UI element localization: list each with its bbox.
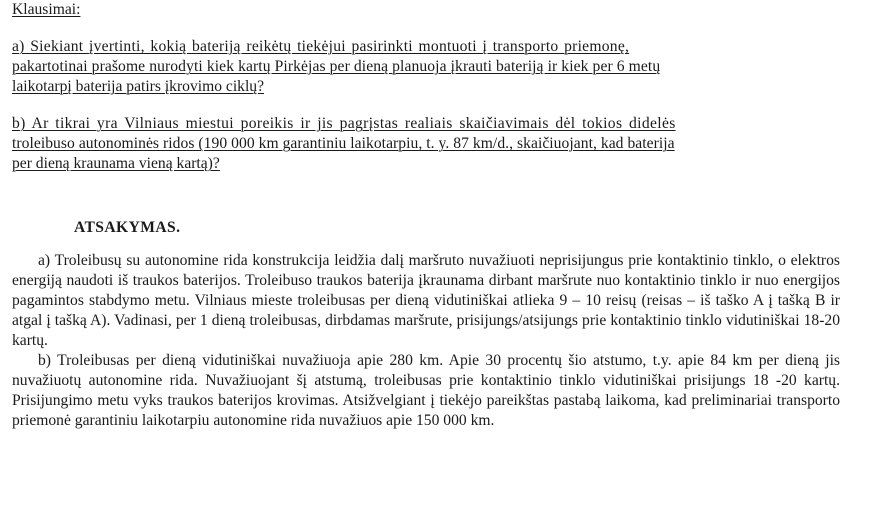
question-a-line-2: pakartotinai prašome nurodyti kiek kartų Pirkėjas per dieną planuoja įkrauti bateriją ir kiek per 6 metų [12, 58, 661, 75]
question-b-line-1: b) Ar tikrai yra Vilniaus miestui poreikis ir jis pagrįstas realiais skaičiavimais dėl tokios didelės [12, 115, 676, 132]
answer-a-paragraph: a) Troleibusų su autonomine rida konstrukcija leidžia dalį maršruto nuvažiuoti neprisijungus prie kontaktinio tinklo, o elektros energiją naudoti iš traukos baterijos. Troleibuso traukos baterija įkraunama dirbant maršrute nuo kontaktinio tinklo ir nuo energijos pagamintos stabdymo metu. Vilniaus mieste troleibusas per dieną vidutiniškai atlieka 9 – 10 reisų (reisas – iš taško A į tašką B ir atgal į tašką A). Vadinasi, per 1 dieną troleibusas, dirbdamas maršrute, prisijungs/atsijungs prie kontaktinio tinklo vidutiniškai 18-20 kartų. [12, 252, 840, 349]
questions-title-text: Klausimai: [12, 1, 81, 18]
answer-heading: ATSAKYMAS. [74, 219, 181, 236]
questions-title [12, 0, 840, 20]
question-a-line-1: a) Siekiant įvertinti, kokią bateriją reikėtų tiekėjui pasirinkti montuoti į transporto priemonę, [12, 38, 630, 55]
answer-b-paragraph: b) Troleibusas per dieną vidutiniškai nuvažiuoja apie 280 km. Apie 30 procentų šio atstumo, t.y. apie 84 km per dieną jis nuvažiuotų autonomine rida. Nuvažiuojant šį atstumą, troleibusas prie kontaktinio tinklo vidutiniškai prisijungs 18 -20 kartų. Prisijungimo metu vyks traukos baterijos krovimas. Atsižvelgiant į tiekėjo pareikštas pastabą laikoma, kad preliminariai transporto priemonė garantiniu laikotarpiu autonomine rida nuvažiuos apie 150 000 km. [12, 352, 840, 429]
question-b-line-3: per dieną kraunama vieną kartą)? [12, 155, 220, 172]
question-a-line-3: laikotarpį baterija patirs įkrovimo ciklų? [12, 78, 265, 95]
question-b-line-2: troleibuso autonominės ridos (190 000 km garantiniu laikotarpiu, t. y. 87 km/d., skaičiuojant, kad baterija [12, 135, 675, 152]
question-a [12, 37, 840, 97]
question-b [12, 114, 840, 174]
answer-body [12, 251, 840, 431]
